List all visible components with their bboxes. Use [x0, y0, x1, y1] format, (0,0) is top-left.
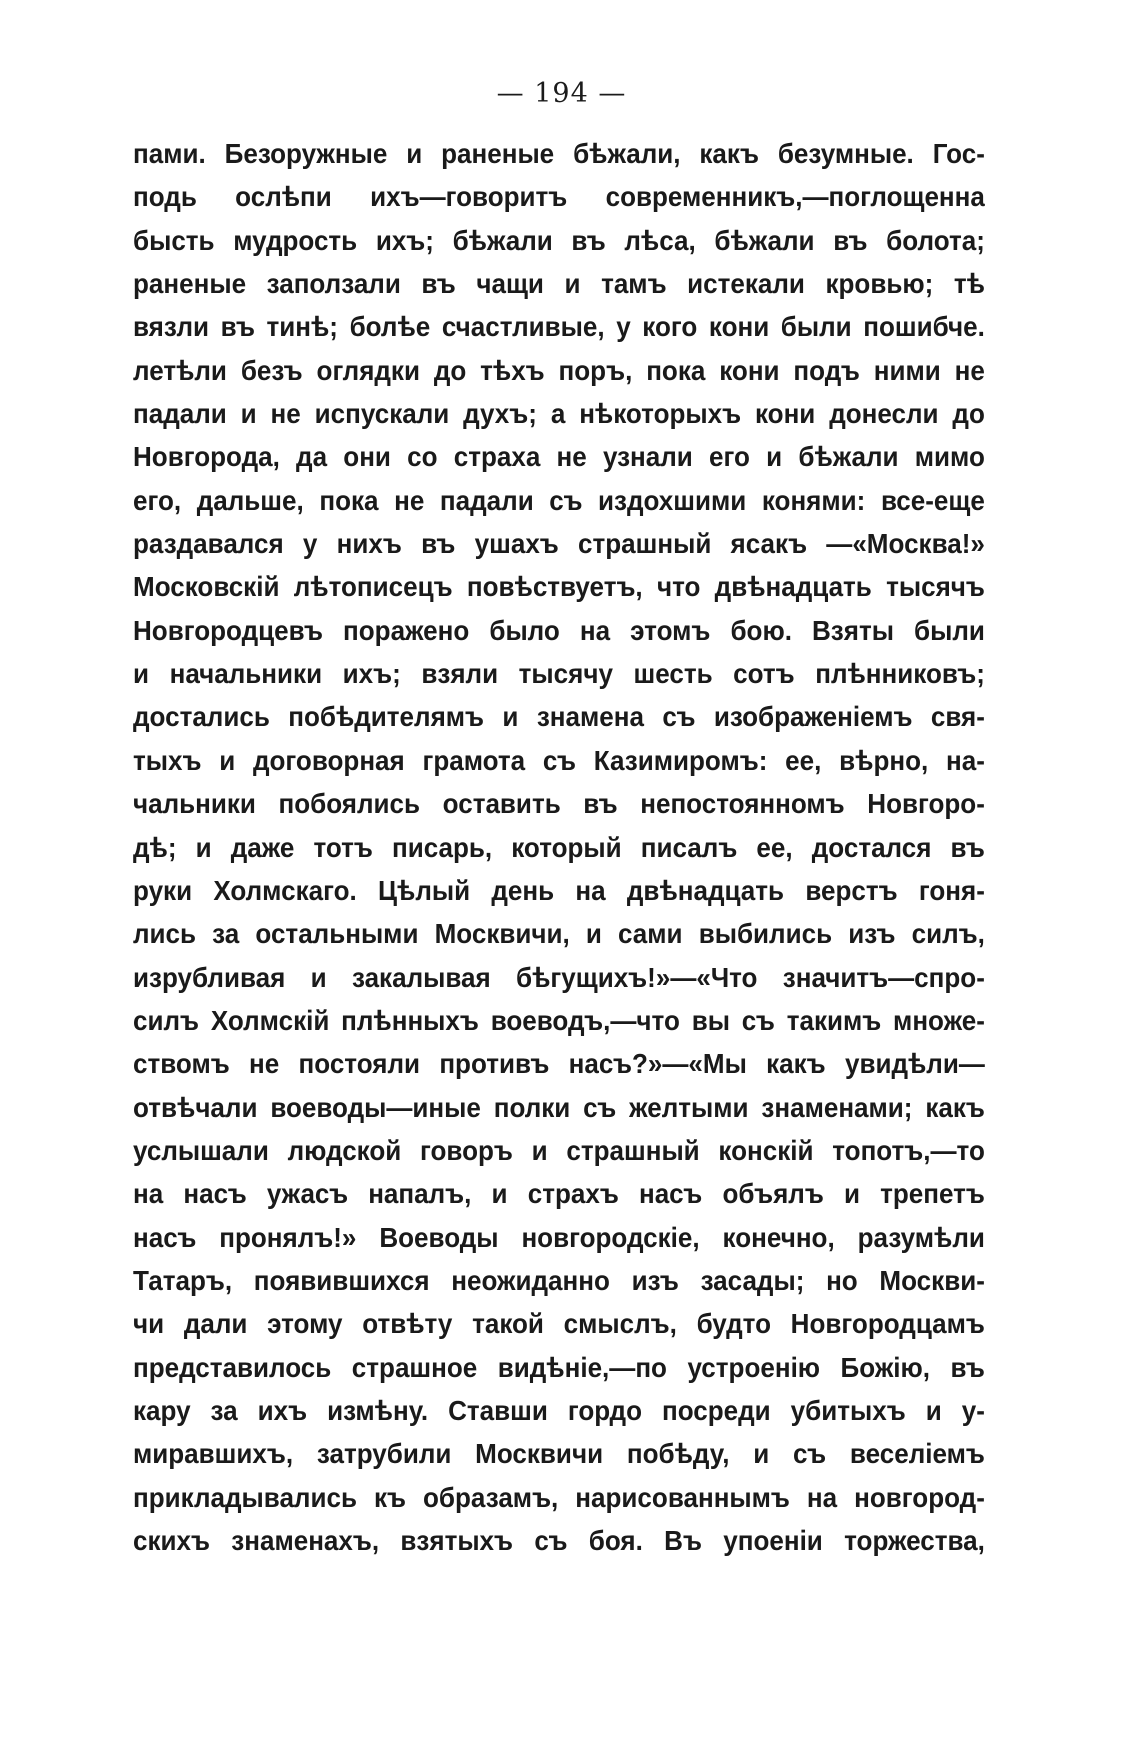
text-line: отвѣчали воеводы—иные полки съ желтыми знаменами; какъ [133, 1091, 985, 1123]
text-line: силъ Холмскій плѣнныхъ воеводъ,—что вы съ такимъ множе- [133, 1004, 985, 1036]
text-line: изрубливая и закалывая бѣгущихъ!»—«Что значитъ—спро- [133, 961, 985, 993]
text-line: вязли въ тинѣ; болѣе счастливые, у кого кони были пошибче. [133, 311, 985, 343]
text-line: прикладывались къ образамъ, нарисованнымъ на новгород- [133, 1481, 985, 1513]
text-line: пами. Безоружные и раненые бѣжали, какъ безумные. Гос- [133, 138, 985, 169]
text-line: скихъ знаменахъ, взятыхъ съ боя. Въ упоеніи торжества, [133, 1525, 985, 1556]
text-line: дѣ; и даже тотъ писарь, который писалъ ее, достался въ [133, 831, 985, 863]
text-line: руки Холмскаго. Цѣлый день на двѣнадцать верстъ гоня- [133, 874, 985, 906]
text-line: насъ пронялъ!» Воеводы новгородскіе, конечно, разумѣли [133, 1221, 985, 1253]
text-line: кару за ихъ измѣну. Ставши гордо посреди убитыхъ и у- [133, 1394, 985, 1426]
text-line: летѣли безъ оглядки до тѣхъ поръ, пока кони подъ ними не [133, 354, 985, 386]
text-line: на насъ ужасъ напалъ, и страхъ насъ объялъ и трепетъ [133, 1178, 985, 1210]
text-line: Татаръ, появившихся неожиданно изъ засады; но Москви- [133, 1264, 985, 1296]
text-line: и начальники ихъ; взяли тысячу шесть сотъ плѣнниковъ; [133, 658, 985, 690]
text-line: миравшихъ, затрубили Москвичи побѣду, и съ веселіемъ [133, 1438, 985, 1470]
text-line: лись за остальными Москвичи, и сами выбились изъ силъ, [133, 918, 985, 950]
text-line: чи дали этому отвѣту такой смыслъ, будто Новгородцамъ [133, 1308, 985, 1340]
body-text [133, 132, 985, 1562]
page-number: — 194 — [496, 78, 627, 109]
text-line: представилось страшное видѣніе,—по устроенію Божію, въ [133, 1351, 985, 1383]
text-line: подь ослѣпи ихъ—говоритъ современникъ,—поглощенна [133, 181, 985, 213]
text-line: Московскій лѣтописецъ повѣствуетъ, что двѣнадцать тысячъ [133, 571, 985, 603]
text-line: тыхъ и договорная грамота съ Казимиромъ: ее, вѣрно, на- [133, 744, 985, 776]
text-line: раненые заползали въ чащи и тамъ истекали кровью; тѣ [133, 268, 985, 300]
text-line: его, дальше, пока не падали съ издохшими конями: все-еще [133, 484, 985, 516]
text-line: Новгородцевъ поражено было на этомъ бою. Взяты были [133, 614, 985, 646]
text-line: достались побѣдителямъ и знамена съ изображеніемъ свя- [133, 701, 985, 733]
text-line: бысть мудрость ихъ; бѣжали въ лѣса, бѣжали въ болота; [133, 224, 985, 256]
text-line: Новгорода, да они со страха не узнали его и бѣжали мимо [133, 441, 985, 473]
text-line: чальники побоялись оставить въ непостоянномъ Новгоро- [133, 788, 985, 820]
text-line: раздавался у нихъ въ ушахъ страшный ясакъ —«Москва!» [133, 528, 985, 560]
text-line: падали и не испускали духъ; а нѣкоторыхъ кони донесли до [133, 398, 985, 430]
text-line: ствомъ не постояли противъ насъ?»—«Мы какъ увидѣли— [133, 1048, 985, 1080]
text-line: услышали людской говоръ и страшный конскій топотъ,—то [133, 1134, 985, 1166]
